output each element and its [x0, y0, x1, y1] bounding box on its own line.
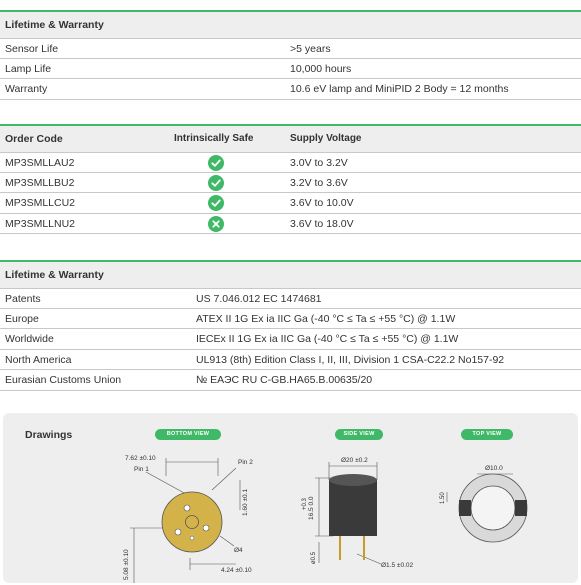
section-header — [0, 10, 581, 38]
row-value: 10,000 hours — [290, 62, 352, 75]
dim-height: 16.5 0.0 — [308, 496, 315, 520]
pin2-label: Pin 2 — [238, 459, 253, 466]
supply-voltage: 3.2V to 3.6V — [290, 176, 348, 189]
top-view-badge: TOP VIEW — [461, 429, 513, 440]
table-row — [0, 370, 581, 391]
row-label: North America — [5, 353, 72, 366]
row-label: Lamp Life — [5, 62, 52, 75]
order-code-section — [0, 124, 581, 234]
row-value: >5 years — [290, 43, 331, 55]
table-row — [0, 193, 581, 214]
dim-right: 1.60 ±0.1 — [242, 488, 249, 516]
order-code: MP3SMLLBU2 — [5, 176, 75, 189]
table-row — [0, 288, 581, 309]
table-row — [0, 173, 581, 194]
dim-diameter: Ø20 ±0.2 — [341, 457, 368, 464]
dim-pin-diameter: Ø1.5 ±0.02 — [381, 562, 414, 569]
table-row — [0, 38, 581, 59]
lifetime-warranty-section — [0, 10, 581, 100]
table-row — [0, 214, 581, 235]
row-value: US 7.046.012 EC 1474681 — [196, 293, 322, 305]
side-view-drawing — [297, 446, 422, 583]
dim-bottom: 4.24 ±0.10 — [221, 567, 252, 574]
dim-top-side: 1.50 — [440, 492, 446, 504]
dim-top: 7.62 ±0.10 — [125, 455, 156, 462]
top-view-drawing — [429, 446, 539, 556]
check-circle-icon — [208, 195, 224, 211]
row-value: № ЕАЭС RU C-GB.HA65.B.00635/20 — [196, 374, 373, 386]
section-title: Lifetime & Warranty — [5, 269, 104, 281]
supply-voltage: 3.0V to 3.2V — [290, 157, 348, 169]
section-header — [0, 124, 581, 152]
check-circle-icon — [208, 155, 224, 171]
order-code: MP3SMLLNU2 — [5, 217, 76, 230]
row-value: ATEX II 1G Ex ia IIC Ga (-40 °C ≤ Ta ≤ +55 °C) @ 1.1W — [196, 312, 456, 325]
row-label: Patents — [5, 293, 41, 305]
dim-height-tol: +0.3 — [302, 498, 308, 510]
dim-left: 5.08 ±0.10 — [123, 549, 130, 580]
section-title: Lifetime & Warranty — [5, 19, 104, 31]
row-label: Sensor Life — [5, 43, 59, 55]
order-code: MP3SMLLAU2 — [5, 157, 75, 169]
drawings-panel — [3, 413, 578, 583]
intrinsically-safe-header: Intrinsically Safe — [174, 133, 254, 144]
supply-voltage: 3.6V to 10.0V — [290, 197, 354, 209]
dim-top-diameter: Ø10.0 — [485, 465, 503, 472]
row-label: Eurasian Customs Union — [5, 374, 122, 386]
order-code: MP3SMLLCU2 — [5, 197, 76, 209]
bottom-view-badge: BOTTOM VIEW — [155, 429, 221, 440]
row-label: Warranty — [5, 83, 48, 95]
row-value: IECEx II 1G Ex ia IIC Ga (-40 °C ≤ Ta ≤ +55 °C) @ 1.1W — [196, 333, 459, 345]
side-view-badge: SIDE VIEW — [335, 429, 383, 440]
drawings-title: Drawings — [25, 429, 73, 441]
dim-pin-length: ø0.5 — [311, 551, 317, 564]
row-label: Europe — [5, 312, 39, 325]
table-row — [0, 329, 581, 350]
bottom-view-drawing — [108, 446, 268, 583]
table-row — [0, 152, 581, 173]
supply-voltage-header: Supply Voltage — [290, 133, 362, 144]
row-label: Worldwide — [5, 333, 54, 345]
pin1-label: Pin 1 — [134, 466, 149, 473]
check-circle-icon — [208, 175, 224, 191]
supply-voltage: 3.6V to 18.0V — [290, 217, 354, 230]
row-value: 10.6 eV lamp and MiniPID 2 Body = 12 months — [290, 83, 509, 95]
certifications-section — [0, 260, 581, 391]
dim-hole: Ø4 — [234, 547, 243, 554]
table-row — [0, 350, 581, 371]
table-row — [0, 309, 581, 330]
section-header — [0, 260, 581, 288]
table-row — [0, 59, 581, 80]
order-code-header: Order Code — [5, 133, 63, 145]
table-row — [0, 79, 581, 100]
x-circle-icon — [208, 216, 224, 232]
row-value: UL913 (8th) Edition Class I, II, III, Division 1 CSA-C22.2 No157-92 — [196, 353, 505, 366]
